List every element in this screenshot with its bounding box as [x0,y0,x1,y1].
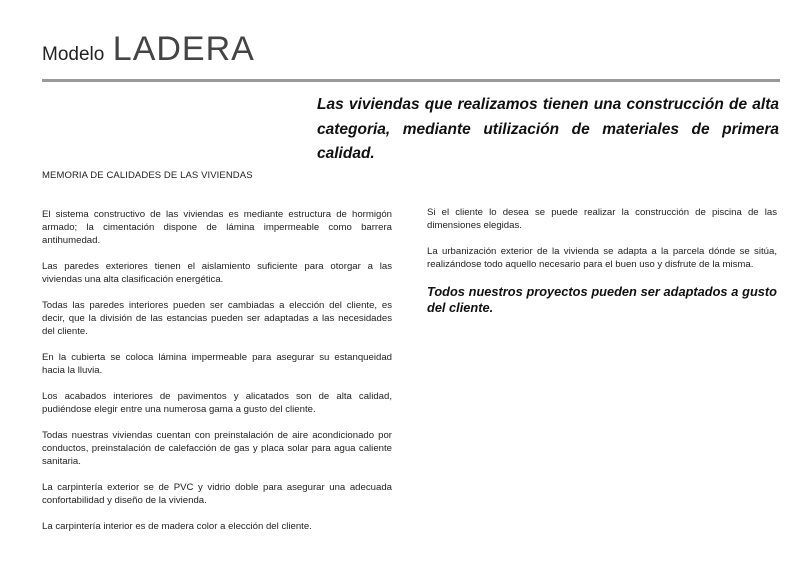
paragraph: Si el cliente lo desea se puede realizar la construcción de piscina de las dimensiones elegidas. [427,207,777,231]
page-title [42,30,255,69]
paragraph: Todas nuestras viviendas cuentan con preinstalación de aire acondicionado por conductos, preinstalación de calefacción de gas y placa solar para agua caliente sanitaria. [42,430,392,467]
right-column [427,206,777,329]
title-model-name: LADERA [112,30,255,68]
paragraph: Los acabados interiores de pavimentos y alicatados son de alta calidad, pudiéndose elegir entre una numerosa gama a gusto del cliente. [42,391,392,415]
intro-statement: Las viviendas que realizamos tienen una construcción de alta categoria, mediante utilización de materiales de primera calidad. [317,96,779,162]
paragraph: En la cubierta se coloca lámina impermeable para asegurar su estanqueidad hacia la lluvia. [42,352,392,376]
title-model-label: Modelo [42,44,105,65]
paragraph: La urbanización exterior de la vivienda se adapta a la parcela dónde se sitúa, realizándose todo aquello necesario para el buen uso y disfrute de la misma. [427,246,777,270]
section-heading: MEMORIA DE CALIDADES DE LAS VIVIENDAS [42,170,253,181]
paragraph: La carpintería interior es de madera color a elección del cliente. [42,521,312,532]
paragraph: La carpintería exterior se de PVC y vidrio doble para asegurar una adecuada confortabilidad y diseño de la vivienda. [42,482,392,506]
paragraph: Todas las paredes interiores pueden ser cambiadas a elección del cliente, es decir, que la división de las estancias pueden ser adaptadas a las necesidades del cliente. [42,300,392,337]
paragraph: Las paredes exteriores tienen el aislamiento suficiente para otorgar a las viviendas una alta clasificación energética. [42,261,392,285]
left-column [42,208,392,546]
header-divider [42,79,780,82]
closing-statement: Todos nuestros proyectos pueden ser adaptados a gusto del cliente. [427,284,777,315]
paragraph: El sistema constructivo de las viviendas es mediante estructura de hormigón armado; la cimentación dispone de lámina impermeable como barrera antihumedad. [42,209,392,246]
